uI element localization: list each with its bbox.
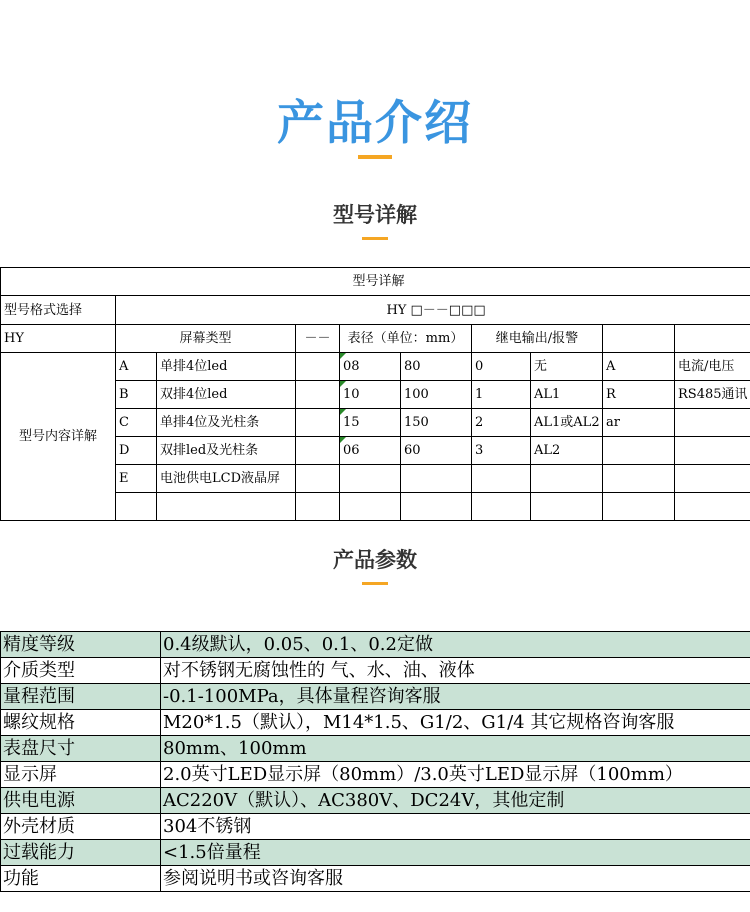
param-key: 介质类型	[1, 658, 161, 684]
empty-cell	[116, 493, 157, 521]
empty-cell	[675, 493, 750, 521]
page-title: 产品介绍	[277, 96, 473, 151]
table-row	[1, 840, 750, 866]
model-table-header: 型号详解	[1, 268, 750, 296]
param-value: 参阅说明书或咨询客服	[161, 866, 750, 892]
empty-cell	[296, 493, 340, 521]
param-value: 80mm、100mm	[161, 736, 750, 762]
dash-cell	[296, 465, 340, 493]
screen-desc: 双排4位led	[157, 381, 296, 409]
param-key: 显示屏	[1, 762, 161, 788]
relay-code: 1	[472, 381, 531, 409]
dial-code: 10	[340, 381, 401, 409]
format-value: HY □－－□□□	[116, 296, 750, 325]
screen-desc: 单排4位led	[157, 353, 296, 381]
param-value: 2.0英寸LED显示屏（80mm）/3.0英寸LED显示屏（100mm）	[161, 762, 750, 788]
empty-cell	[340, 493, 401, 521]
param-value: 304不锈钢	[161, 814, 750, 840]
comm-code	[603, 437, 675, 465]
params-table	[0, 631, 750, 892]
model-section-underline	[362, 237, 388, 240]
col-header-empty-1	[603, 325, 675, 353]
comm-desc: RS485通讯	[675, 381, 750, 409]
comm-code	[603, 465, 675, 493]
content-label: 型号内容详解	[1, 353, 116, 521]
param-key: 过载能力	[1, 840, 161, 866]
relay-desc: AL2	[531, 437, 603, 465]
col-header-empty-2	[675, 325, 750, 353]
param-key: 表盘尺寸	[1, 736, 161, 762]
comm-code: A	[603, 353, 675, 381]
screen-code: D	[116, 437, 157, 465]
relay-code: 0	[472, 353, 531, 381]
table-row	[1, 736, 750, 762]
dial-size: 100	[401, 381, 472, 409]
comm-desc	[675, 437, 750, 465]
table-row	[1, 866, 750, 892]
col-header-dial-diameter: 表径（单位：mm）	[340, 325, 472, 353]
empty-cell	[157, 493, 296, 521]
format-row	[1, 296, 750, 325]
dial-code: 15	[340, 409, 401, 437]
dash-cell	[296, 353, 340, 381]
param-value: AC220V（默认）、AC380V、DC24V，其他定制	[161, 788, 750, 814]
col-header-dash: －－	[296, 325, 340, 353]
param-value: M20*1.5（默认），M14*1.5、G1/2、G1/4 其它规格咨询客服	[161, 710, 750, 736]
model-table-header-row	[1, 268, 750, 296]
dash-cell	[296, 409, 340, 437]
table-row	[1, 814, 750, 840]
empty-cell	[603, 493, 675, 521]
screen-desc: 双排led及光柱条	[157, 437, 296, 465]
relay-code: 3	[472, 437, 531, 465]
dial-size: 80	[401, 353, 472, 381]
dial-size: 60	[401, 437, 472, 465]
relay-code	[472, 465, 531, 493]
param-value: 对不锈钢无腐蚀性的 气、水、油、液体	[161, 658, 750, 684]
param-value: <1.5倍量程	[161, 840, 750, 866]
table-row	[1, 762, 750, 788]
table-row	[1, 710, 750, 736]
relay-desc: AL1或AL2	[531, 409, 603, 437]
col-header-screen-type: 屏幕类型	[116, 325, 296, 353]
title-underline	[358, 155, 392, 159]
table-row	[1, 632, 750, 658]
param-key: 螺纹规格	[1, 710, 161, 736]
param-value: 0.4级默认，0.05、0.1、0.2定做	[161, 632, 750, 658]
dial-size	[401, 465, 472, 493]
comm-code: R	[603, 381, 675, 409]
col-header-relay-output: 继电输出/报警	[472, 325, 603, 353]
param-key: 量程范围	[1, 684, 161, 710]
table-row	[1, 684, 750, 710]
comm-desc	[675, 409, 750, 437]
param-key: 功能	[1, 866, 161, 892]
screen-code: C	[116, 409, 157, 437]
empty-cell	[401, 493, 472, 521]
dial-code: 08	[340, 353, 401, 381]
dash-cell	[296, 381, 340, 409]
screen-code: B	[116, 381, 157, 409]
relay-desc: AL1	[531, 381, 603, 409]
table-row	[1, 353, 750, 381]
model-table	[0, 267, 750, 521]
relay-desc: 无	[531, 353, 603, 381]
screen-desc: 单排4位及光柱条	[157, 409, 296, 437]
param-key: 供电电源	[1, 788, 161, 814]
format-label: 型号格式选择	[1, 296, 116, 325]
model-section-title: 型号详解	[333, 203, 417, 227]
params-section-title: 产品参数	[333, 548, 417, 572]
table-row	[1, 658, 750, 684]
comm-desc: 电流/电压	[675, 353, 750, 381]
screen-desc: 电池供电LCD液晶屏	[157, 465, 296, 493]
param-value: -0.1-100MPa，具体量程咨询客服	[161, 684, 750, 710]
col-header-hy: HY	[1, 325, 116, 353]
params-section-underline	[362, 582, 388, 585]
dash-cell	[296, 437, 340, 465]
empty-cell	[531, 493, 603, 521]
relay-code: 2	[472, 409, 531, 437]
empty-cell	[472, 493, 531, 521]
dial-code	[340, 465, 401, 493]
param-key: 精度等级	[1, 632, 161, 658]
comm-desc	[675, 465, 750, 493]
relay-desc	[531, 465, 603, 493]
dial-size: 150	[401, 409, 472, 437]
param-key: 外壳材质	[1, 814, 161, 840]
comm-code: ar	[603, 409, 675, 437]
dial-code: 06	[340, 437, 401, 465]
column-header-row	[1, 325, 750, 353]
table-row	[1, 788, 750, 814]
screen-code: A	[116, 353, 157, 381]
screen-code: E	[116, 465, 157, 493]
